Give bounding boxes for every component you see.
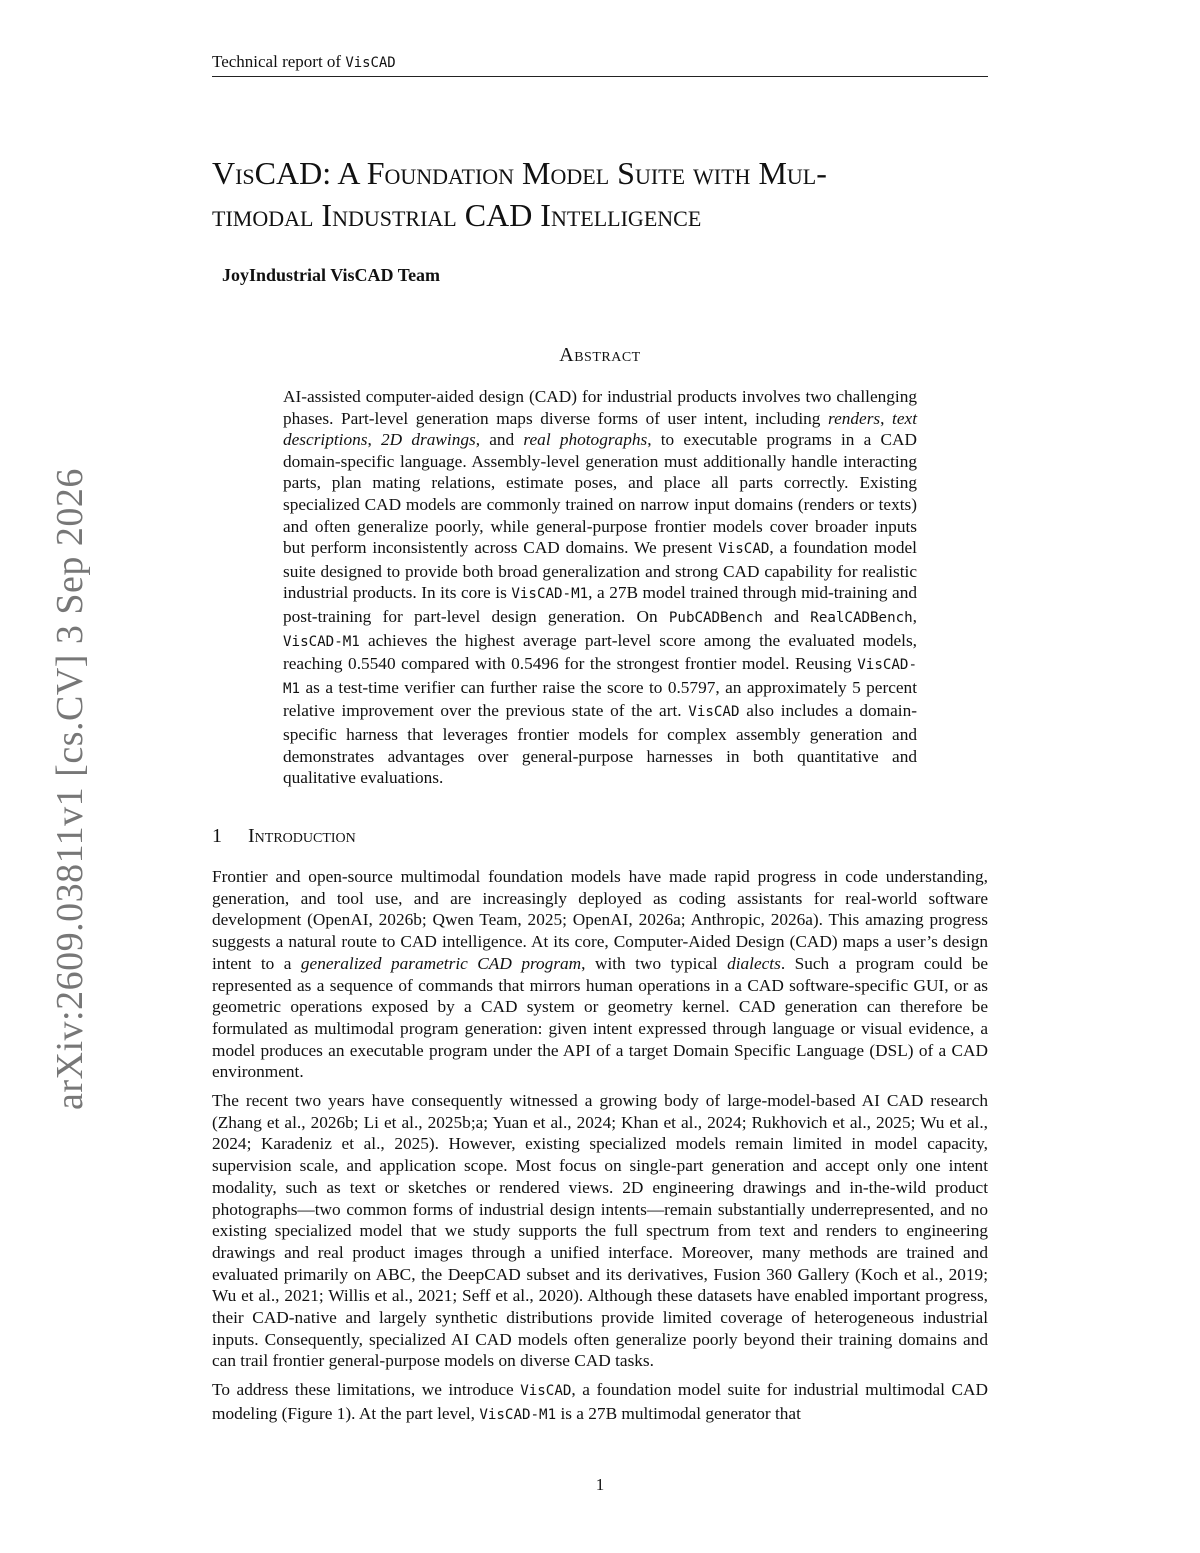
abstract-text: , a foundation model suite designed to provide both broad generalization and strong CAD capability for realistic industrial products. In its core is	[283, 538, 917, 603]
paragraph-text: , a foundation model suite for industrial multimodal CAD modeling (Figure 1). At the part level,	[212, 1380, 988, 1423]
paragraph-text: . Such a program could be represented as a sequence of commands that mirrors human operations in a CAD software-specific GUI, or as geometric operations exposed by a CAD system or geometry kernel. CAD generation can therefore be formulated as multimodal program generation: given intent expressed through language or visual evidence, a model produces an executable program under the API of a target Domain Specific Language (DSL) of a CAD environment.	[212, 953, 989, 1082]
abstract-code: RealCADBench	[810, 609, 913, 626]
running-head-code: VisCAD	[345, 55, 396, 71]
abstract-text: , a 27B model trained through mid-training and post-training for part-level design generation. On	[283, 583, 917, 626]
abstract-text: ,	[367, 430, 382, 450]
paragraph-emphasis: generalized parametric CAD program	[300, 953, 582, 973]
abstract-code: VisCAD	[718, 541, 770, 558]
abstract-text: and	[762, 606, 811, 626]
abstract-heading: Abstract	[559, 344, 641, 366]
title-line-1: VisCAD: A Foundation Model Suite with Mul-	[212, 155, 827, 191]
paragraph-text: is a 27B multimodal generator that	[556, 1403, 801, 1423]
section-number: 1	[212, 825, 222, 847]
paragraph-text: To address these limitations, we introduce	[212, 1380, 521, 1400]
page-number: 1	[595, 1475, 605, 1494]
paragraph-code: VisCAD-M1	[479, 1406, 557, 1423]
abstract-code: VisCAD-M1	[283, 633, 360, 650]
section-title: Introduction	[248, 825, 356, 847]
paragraph: The recent two years have consequently witnessed a growing body of large-model-based AI CAD research (Zhang et al., 2026b; Li et al., 2025b;a; Yuan et al., 2024; Khan et al., 2024; Rukhovich et al., 2025; Wu et al., 2024; Karadeniz et al., 2025). However, existing specialized models remain limited in model capacity, supervision scale, and application scope. Most focus on single-part generation and accept only one intent modality, such as text or sketches or rendered views. 2D engineering drawings and in-the-wild product photographs—two common forms of industrial design intents—remain substantially underrepresented, and no existing specialized model that we study supports the full spectrum from text and renders to engineering drawings and real product images through a unified interface. Moreover, many methods are trained and evaluated primarily on ABC, the DeepCAD subset and its derivatives, Fusion 360 Gallery (Koch et al., 2019; Wu et al., 2021; Willis et al., 2021; Seff et al., 2020). Although these datasets have enabled important progress, their CAD-native and largely synthetic distributions provide limited coverage of heterogeneous industrial inputs. Consequently, specialized AI CAD models often generalize poorly beyond their training domains and can trail frontier general-purpose models on diverse CAD tasks.	[212, 1091, 988, 1371]
paragraph	[212, 866, 988, 1083]
running-head	[212, 52, 988, 77]
abstract-code: VisCAD	[688, 704, 740, 721]
author-line: JoyIndustrial VisCAD Team	[222, 265, 441, 285]
abstract-text: ,	[912, 606, 917, 626]
abstract-code: PubCADBench	[668, 609, 763, 626]
paragraph-text: , with two typical	[581, 953, 728, 973]
arxiv-identifier: arXiv:2609.03811v1 [cs.CV] 3 Sep 2026	[49, 468, 91, 1110]
abstract-text: achieves the highest average part-level score among the evaluated models, reaching 0.5540 compared with 0.5496 for the strongest frontier model. Reusing	[283, 630, 917, 674]
abstract-text: , and	[475, 430, 524, 450]
paper-title	[212, 152, 1002, 236]
title-line-2: timodal Industrial CAD Intelligence	[212, 197, 702, 233]
abstract-code: VisCAD-M1	[511, 586, 589, 603]
abstract-code: VisCAD-M1	[283, 657, 917, 697]
abstract-text: as a test-time verifier can further raise the score to 0.5797, an approximately 5 percent relative improvement over the previous state of the art.	[283, 677, 917, 721]
paragraph	[212, 1379, 988, 1426]
running-head-text: Technical report of	[212, 52, 346, 71]
paragraph-emphasis: dialects	[727, 953, 781, 973]
abstract-emphasis: real photographs	[523, 430, 648, 450]
paragraph-text: Frontier and open-source multimodal foundation models have made rapid progress in code understanding, generation, and tool use, and are increasingly deployed as coding assistants for real-world software development (OpenAI, 2026b; Qwen Team, 2025; OpenAI, 2026a; Anthropic, 2026a). This amazing progress suggests a natural route to CAD intelligence. At its core, Computer-Aided Design (CAD) maps a user’s design intent to a	[212, 867, 988, 973]
section-heading	[212, 825, 356, 848]
paragraph-code: VisCAD	[520, 1383, 572, 1400]
section-body	[212, 866, 988, 1434]
abstract-emphasis: 2D drawings	[381, 430, 476, 450]
abstract-body	[283, 386, 917, 789]
abstract-text: , to executable programs in a CAD domain-specific language. Assembly-level generation must additionally handle interacting parts, plan mating relations, estimate poses, and place all parts correctly. Existing specialized CAD models are commonly trained on narrow input domains (renders or texts) and often generalize poorly, while general-purpose frontier models cover broader inputs but perform inconsistently across CAD domains. We present	[283, 430, 917, 558]
abstract-text: ,	[880, 408, 893, 428]
abstract-text: also includes a domain-specific harness that leverages frontier models for complex assembly generation and demonstrates advantages over general-purpose harnesses in both quantitative and qualitative evaluations.	[283, 701, 917, 788]
abstract-emphasis: renders	[828, 408, 881, 428]
abstract-emphasis: text descriptions	[283, 408, 917, 450]
abstract-text: AI-assisted computer-aided design (CAD) for industrial products involves two challenging phases. Part-level generation maps diverse forms of user intent, including	[283, 387, 917, 428]
